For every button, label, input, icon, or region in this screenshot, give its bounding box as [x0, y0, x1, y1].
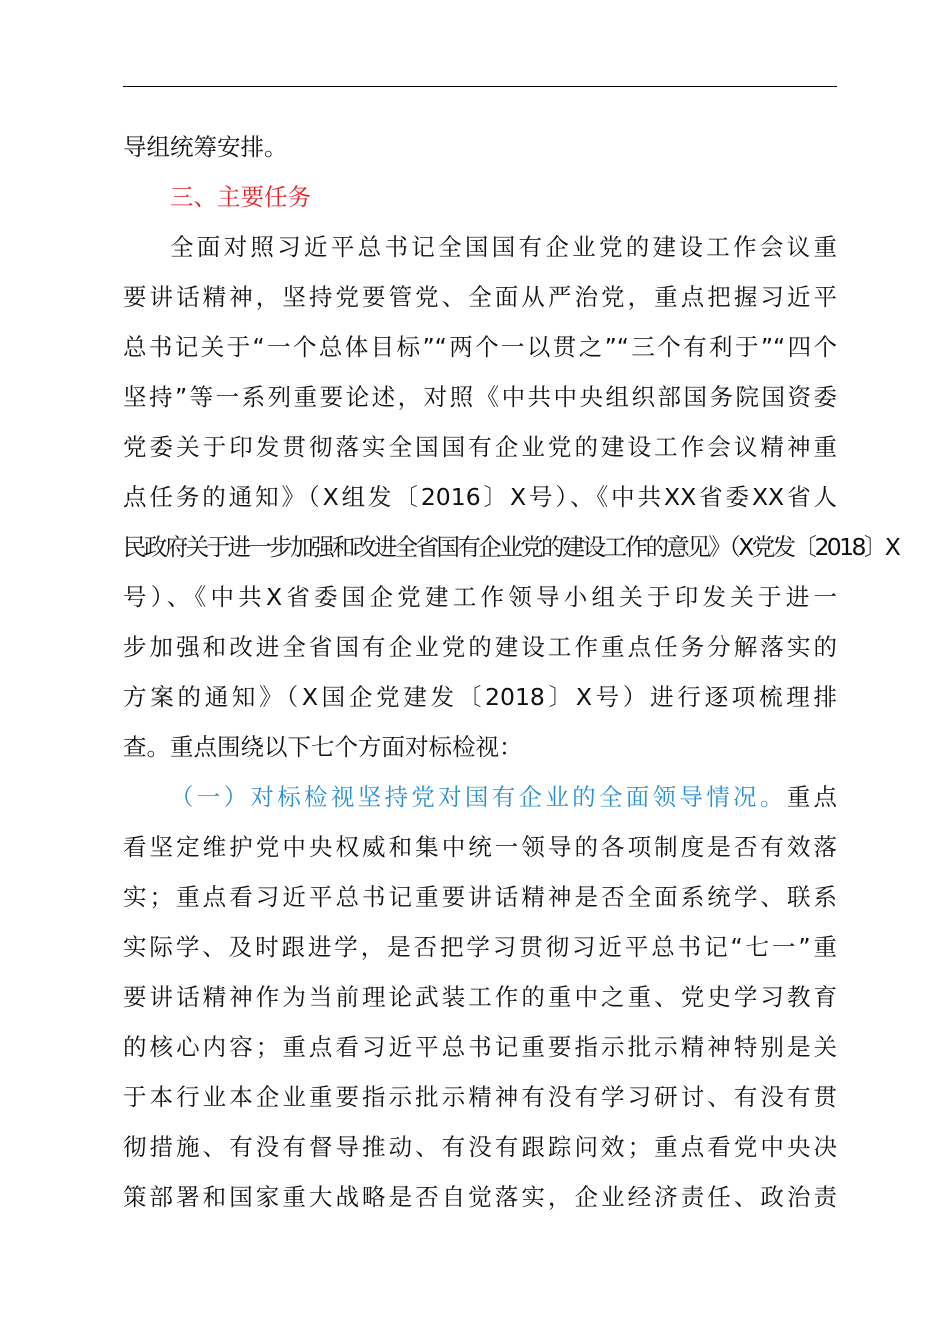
- paragraph-line: 号）、《中共X省委国企党建工作领导小组关于印发关于进一: [123, 583, 837, 611]
- subheading-tail: 重点: [786, 783, 837, 811]
- document-body: [123, 122, 899, 1222]
- paragraph-line: 坚持”等一系列重要论述，对照《中共中央组织部国务院国资委: [123, 383, 837, 411]
- paragraph-line: 全面对照习近平总书记全国国有企业党的建设工作会议重: [170, 233, 837, 261]
- paragraph-line: 步加强和改进全省国有企业党的建设工作重点任务分解落实的: [123, 633, 837, 661]
- paragraph-line: 的核心内容；重点看习近平总书记重要指示批示精神特别是关: [123, 1033, 837, 1061]
- paragraph-line: 看坚定维护党中央权威和集中统一领导的各项制度是否有效落: [123, 833, 837, 861]
- subheading: （一）对标检视坚持党对国有企业的全面领导情况。: [170, 783, 787, 811]
- paragraph-line: 彻措施、有没有督导推动、有没有跟踪问效；重点看党中央决: [123, 1133, 837, 1161]
- paragraph-line: 总书记关于“一个总体目标”“两个一以贯之”“三个有利于”“四个: [123, 333, 837, 361]
- paragraph-line: 要讲话精神，坚持党要管党、全面从严治党，重点把握习近平: [123, 283, 837, 311]
- paragraph-line: 要讲话精神作为当前理论武装工作的重中之重、党史学习教育: [123, 983, 837, 1011]
- paragraph-line: 于本行业本企业重要指示批示精神有没有学习研讨、有没有贯: [123, 1083, 837, 1111]
- paragraph-line: 查。重点围绕以下七个方面对标检视：: [123, 733, 523, 761]
- subheading-line: [123, 772, 837, 822]
- paragraph-line: 实际学、及时跟进学，是否把学习贯彻习近平总书记“七一”重: [123, 933, 837, 961]
- paragraph-line: 策部署和国家重大战略是否自觉落实，企业经济责任、政治责: [123, 1183, 837, 1211]
- paragraph-line: 点任务的通知》（X组发〔2016〕X号）、《中共XX省委XX省人: [123, 483, 837, 511]
- section-heading: 三、主要任务: [170, 183, 311, 211]
- paragraph-line: 方案的通知》（X国企党建发〔2018〕X号）进行逐项梳理排: [123, 683, 837, 711]
- paragraph-line: 民政府关于进一步加强和改进全省国有企业党的建设工作的意见》（X党发〔2018〕X: [123, 533, 899, 561]
- paragraph-line: 实；重点看习近平总书记重要讲话精神是否全面系统学、联系: [123, 883, 837, 911]
- header-rule: [123, 86, 837, 87]
- paragraph-line: 党委关于印发贯彻落实全国国有企业党的建设工作会议精神重: [123, 433, 837, 461]
- paragraph-line: 导组统筹安排。: [123, 133, 288, 161]
